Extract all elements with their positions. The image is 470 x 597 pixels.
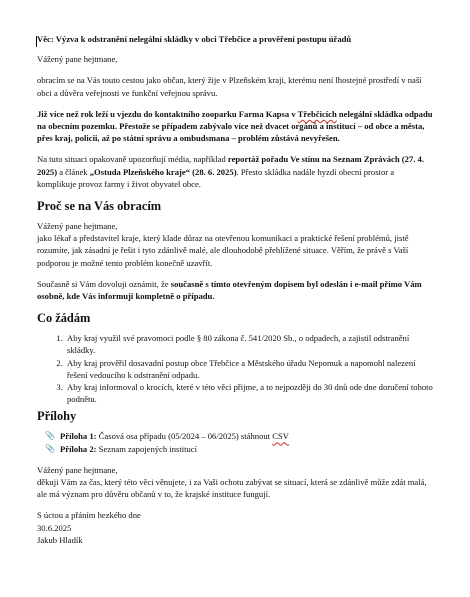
place-name-misspelled: Třebčicích <box>297 108 337 119</box>
closing-salutation: Vážený pane hejtmane, <box>37 464 118 475</box>
heading-attachments: Přílohy <box>37 409 77 424</box>
request-item: 1. Aby kraj využil své pravomoci podle § 80 zákona č. 541/2020 Sb., o odpadech, a zajistil odstranění skládky. <box>65 332 435 356</box>
article-reference: „Ostuda Plzeňského kraje“ (28. 6. 2025) <box>89 166 237 177</box>
attachment-item-2[interactable] <box>45 443 435 455</box>
paperclip-icon: 📎 <box>45 431 55 441</box>
intro-salutation: Vážený pane hejtmane, <box>37 54 118 65</box>
regards-line: S úctou a přáním hezkého dne <box>37 510 141 521</box>
intro-paragraph-1: obracím se na Vás touto cestou jako občan, který žije v Plzeňském kraji, kterému není lhostejné prostředí v naší obci a důvěra veřejnosti ve funkční veřejnou správu. <box>37 75 422 98</box>
closing-paragraph: děkuji Vám za čas, který této věci věnujete, i za Vaši ochotu zabývat se situací, která se zdánlivě může zdát malá, ale má význam pro důvěru občanů v to, že krajské instituce fungují. <box>37 477 427 500</box>
csv-download-link[interactable]: CSV <box>272 431 289 442</box>
request-item: 2. Aby kraj prověřil dosavadní postup obce Třebčice a Městského úřadu Nepomuk a napomohl nalezení řešení vedoucího k odstranění odpadu. <box>65 357 435 381</box>
intro-p3-part-3: . Přesto skládka nadále hyzdí obecní prostor a komplikuje provoz farmy i život obyvatel obce. <box>37 166 395 189</box>
attachment-2-label: Příloha 2: <box>60 443 97 454</box>
intro-paragraph-3 <box>37 153 435 190</box>
why-paragraph-2 <box>37 278 435 302</box>
date-line: 30.6.2025 <box>37 522 72 533</box>
intro-p2-end: nelegální skládka odpadu na obecním pozemku. Přestože se případem zabývalo více než dvacet orgánů a institucí – od obce a města, přes kraj, policii, až po státní správu a ombudsmana – problém zůstává nevyřešen. <box>37 108 433 144</box>
intro-paragraph-2 <box>37 108 435 145</box>
heading-requests: Co žádám <box>37 311 91 326</box>
subject-line: Věc: Výzva k odstranění nelegální skládky v obci Třebčice a prověření postupu úřadů <box>37 34 352 44</box>
requests-list <box>37 332 435 405</box>
signer-name: Jakub Hladík <box>37 534 83 545</box>
intro-p2-start: Již více než rok leží u vjezdu do kontaktního zooparku Farma Kapsa v <box>37 108 298 119</box>
media-report-reference: reportáž pořadu Ve stínu na Seznam Zprávách (27. 4. 2025) <box>37 154 424 177</box>
signature-block <box>37 509 435 546</box>
attachment-2-description: Seznam zapojených institucí <box>96 443 198 454</box>
text-cursor <box>36 36 37 47</box>
intro-p3-part-1: Na tuto situaci opakovaně upozorňují média, například <box>37 154 228 165</box>
why-salutation: Vážený pane hejtmane, <box>37 221 118 232</box>
intro-p3-part-2: a článek <box>57 166 90 177</box>
attachment-1-text <box>60 430 289 442</box>
heading-why: Proč se na Vás obracím <box>37 199 162 214</box>
why-p2-bold: současně s tímto otevřeným dopisem byl odeslán i e-mail přímo Vám osobně, kde Vás informuji kompletně o případu. <box>37 278 422 302</box>
why-p2-start: Současně si Vám dovoluji oznámit, že <box>37 278 171 289</box>
why-paragraph-1: jako lékař a představitel kraje, který klade důraz na otevřenou komunikaci a praktické řešení problémů, jistě rozumíte, jak zásadní je řešit i tyto zdánlivě malé, ale dlouhodobě přehlížené situace. Věřím, že právě s Vaší podporou je možné tento problém konečně uzavřít. <box>37 233 409 268</box>
request-item: 3. Aby kraj informoval o krocích, které v této věci přijme, a to nejpozději do 30 dnů ode dne doručení tohoto podnětu. <box>65 381 435 405</box>
paperclip-icon: 📎 <box>45 443 55 453</box>
attachment-1-label: Příloha 1: <box>60 431 97 442</box>
attachment-item-1[interactable] <box>45 430 435 442</box>
attachment-2-text <box>60 443 197 455</box>
attachment-1-description: Časová osa případu (05/2024 – 06/2025) stáhnout <box>96 431 273 442</box>
